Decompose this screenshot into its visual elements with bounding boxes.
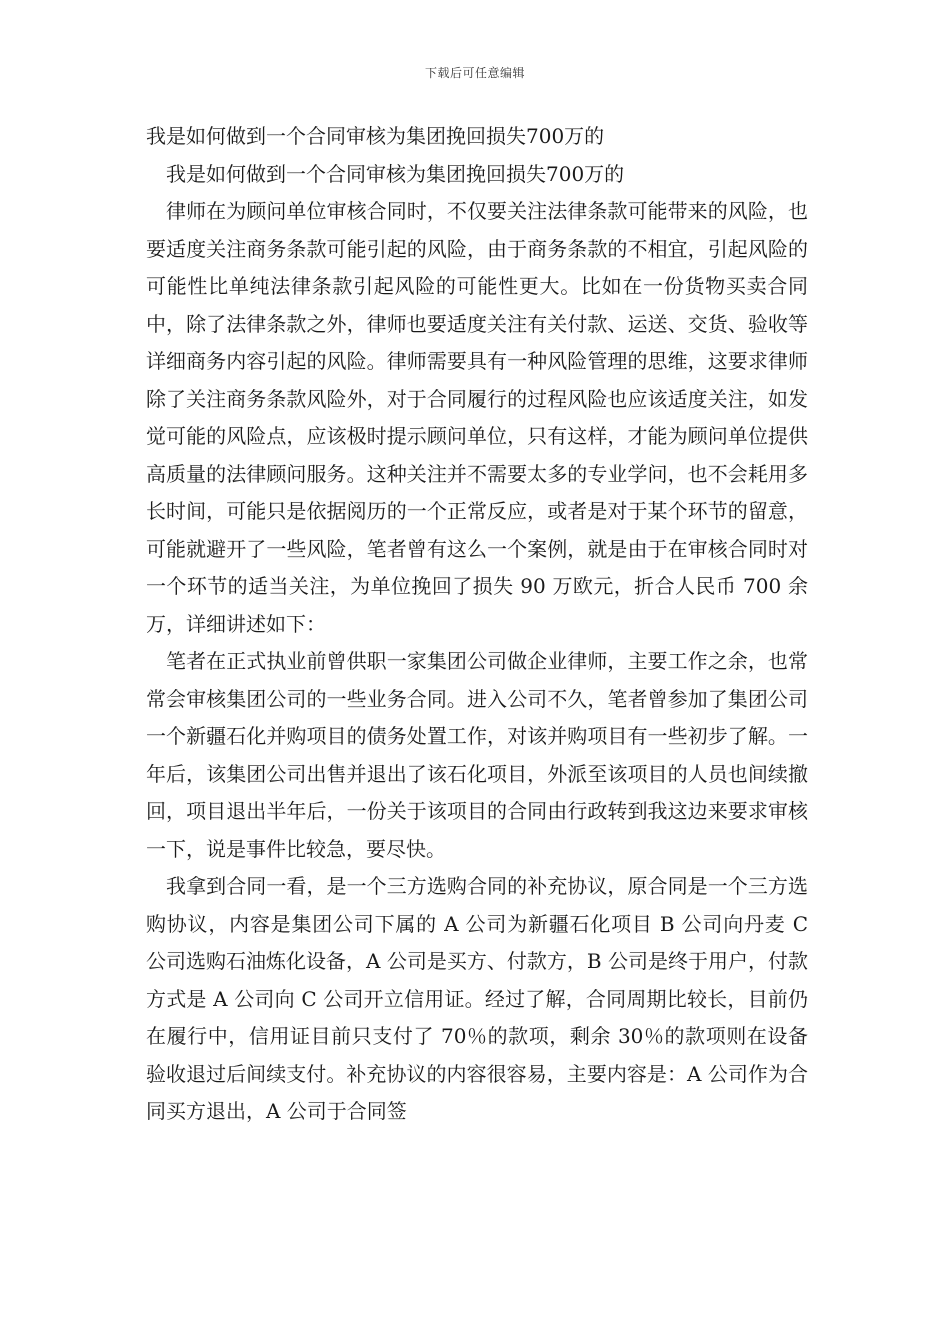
document-subtitle: 我是如何做到一个合同审核为集团挽回损失700万的 [166, 161, 625, 186]
page-header: 下载后可任意编辑 [424, 66, 525, 80]
document-title: 我是如何做到一个合同审核为集团挽回损失700万的 [146, 124, 605, 148]
paragraph-3: 我拿到合同一看，是一个三方选购合同的补充协议，原合同是一个三方选购协议，内容是集团公司下属的 A 公司为新疆石化项目 B 公司向丹麦 C 公司选购石油炼化设备，A 公司是买方、付款方，B 公司是终于用户，付款方式是 A 公司向 C 公司开立信用证。经过了解，合同周期比较长，目前仍在履行中，信用证目前只支付了 70％的款项，剩余 30％的款项则在设备验收退过后间续支付。补充协议的内容很容易，主要内容是：A 公司作为合同买方退出，A 公司于合同签 [146, 874, 808, 1123]
paragraph-2: 笔者在正式执业前曾供职一家集团公司做企业律师，主要工作之余，也常常会审核集团公司的一些业务合同。进入公司不久，笔者曾参加了集团公司一个新疆石化并购项目的债务处置工作，对该并购项目有一些初步了解。一年后，该集团公司出售并退出了该石化项目，外派至该项目的人员也间续撤回，项目退出半年后，一份关于该项目的合同由行政转到我这边来要求审核一下，说是事件比较急，要尽快。 [146, 649, 808, 861]
document-body [146, 118, 808, 1131]
paragraph-1: 律师在为顾问单位审核合同时，不仅要关注法律条款可能带来的风险，也要适度关注商务条款可能引起的风险，由于商务条款的不相宜，引起风险的可能性比单纯法律条款引起风险的可能性更大。比如在一份货物买卖合同中，除了法律条款之外，律师也要适度关注有关付款、运送、交货、验收等详细商务内容引起的风险。律师需要具有一种风险管理的思维，这要求律师除了关注商务条款风险外，对于合同履行的过程风险也应该适度关注，如发觉可能的风险点，应该极时提示顾问单位，只有这样，才能为顾问单位提供高质量的法律顾问服务。这种关注并不需要太多的专业学问，也不会耗用多长时间，可能只是依据阅历的一个正常反应，或者是对于某个环节的留意，可能就避开了一些风险，笔者曾有这么一个案例，就是由于在审核合同时对一个环节的适当关注，为单位挽回了损失 90 万欧元，折合人民币 700 余万，详细讲述如下： [146, 199, 808, 636]
